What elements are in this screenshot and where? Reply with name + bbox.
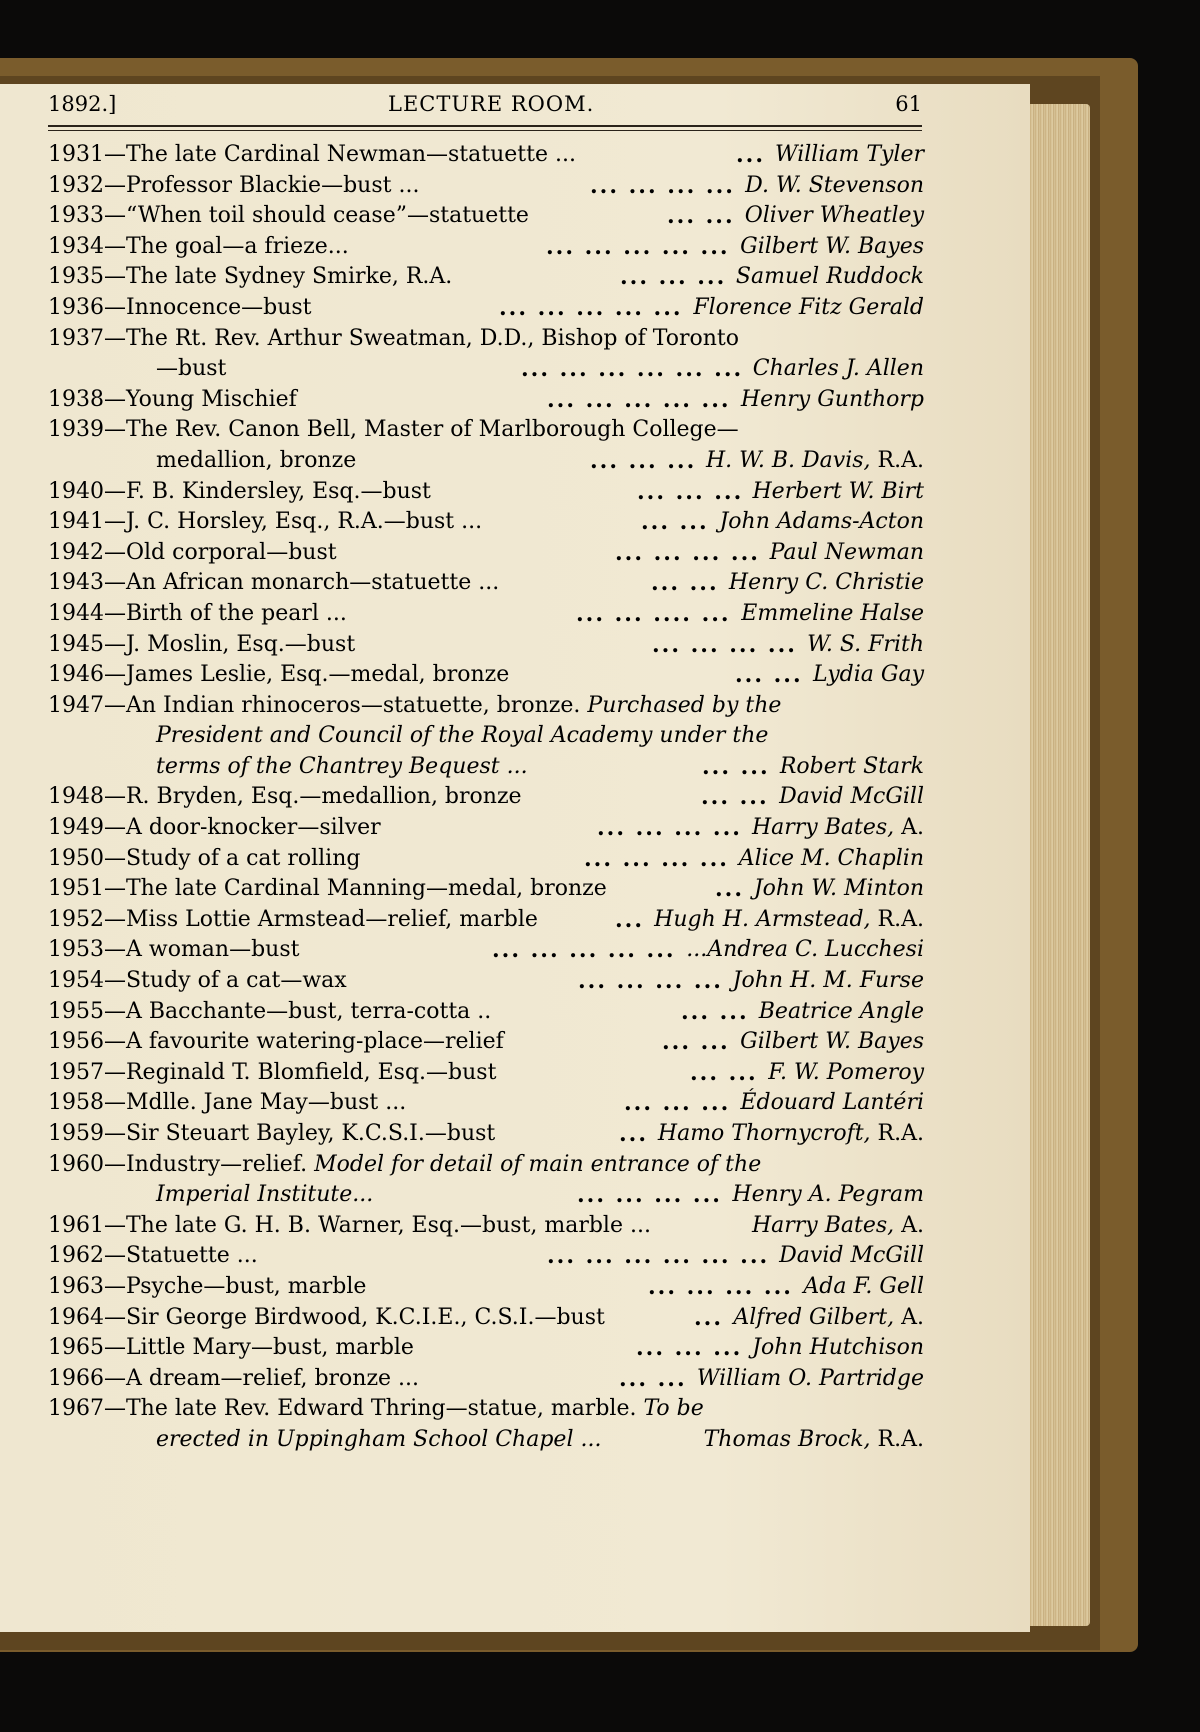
- catalogue-entry: [48, 1027, 924, 1058]
- leader-dots: ... ...: [690, 1059, 758, 1086]
- leader-dots: ...: [694, 1304, 723, 1331]
- entry-description: 1953—A woman—bust: [48, 937, 300, 963]
- leader-dots: ... ...: [735, 662, 803, 689]
- leader-dots: ... ...: [681, 998, 749, 1025]
- leader-dots: ... ...: [702, 753, 770, 780]
- catalogue-entry: [48, 752, 924, 783]
- catalogue-entry: [48, 630, 924, 661]
- entry-artist: Paul Newman: [769, 539, 924, 565]
- entry-artist: Édouard Lantéri: [740, 1090, 924, 1116]
- leader-dots: ...: [615, 906, 644, 933]
- entry-description: 1963—Psyche—bust, marble: [48, 1273, 367, 1299]
- entry-description: 1965—Little Mary—bust, marble: [48, 1335, 414, 1361]
- catalogue-entry: [48, 507, 924, 538]
- entry-note: erected in Uppingham School Chapel ...: [156, 1426, 602, 1452]
- entry-artist: John W. Minton: [753, 876, 924, 902]
- entry-description: 1961—The late G. H. B. Warner, Esq.—bust, marble ...: [48, 1212, 651, 1238]
- leader-dots: ... ... ... ... ... ...: [547, 1243, 770, 1270]
- entry-description: 1950—Study of a cat rolling: [48, 845, 361, 871]
- entry-description: 1956—A favourite watering-place—relief: [48, 1029, 504, 1055]
- entry-description: 1951—The late Cardinal Manning—medal, bronze: [48, 876, 607, 902]
- entry-description: 1939—The Rev. Canon Bell, Master of Marlborough College—: [48, 417, 739, 443]
- entry-description: 1959—Sir Steuart Bayley, K.C.S.I.—bust: [48, 1121, 496, 1146]
- leader-dots: ... ... ... ... ...: [499, 294, 683, 321]
- catalogue-entry: [48, 599, 924, 630]
- leader-dots: ... ... ...: [637, 478, 744, 505]
- entry-description: 1936—Innocence—bust: [48, 294, 312, 320]
- entry-description: 1940—F. B. Kindersley, Esq.—bust: [48, 478, 431, 504]
- entry-description: 1947—An Indian rhinoceros—statuette, bronze. Purchased by the: [48, 692, 782, 718]
- artist-title: R.A.: [870, 447, 924, 473]
- entry-artist: John Hutchison: [752, 1335, 924, 1361]
- entry-description: 1943—An African monarch—statuette ...: [48, 570, 500, 596]
- leader-dots: ... ... ... ... ...: [546, 233, 730, 260]
- entry-note: President and Council of the Royal Academy under the: [156, 723, 769, 749]
- header-title: LECTURE ROOM.: [388, 92, 595, 116]
- catalogue-entry: [48, 691, 924, 722]
- entry-description: 1962—Statuette ...: [48, 1243, 258, 1269]
- entry-note: To be: [636, 1396, 704, 1422]
- entry-artist: Hamo Thornycroft, R.A.: [657, 1121, 924, 1146]
- entry-note: terms of the Chantrey Bequest ...: [156, 753, 528, 779]
- catalogue-entry: [48, 874, 924, 905]
- catalogue-entry: [48, 1119, 924, 1150]
- artist-title: R.A.: [870, 906, 924, 932]
- catalogue-entry: [48, 446, 924, 477]
- leader-dots: ... ...: [641, 509, 709, 536]
- catalogue-entry: [48, 477, 924, 508]
- artist-title: A.: [894, 1304, 924, 1330]
- catalogue-entry: [48, 660, 924, 691]
- catalogue-entry: [48, 1150, 924, 1181]
- entry-artist: William Tyler: [774, 142, 924, 167]
- leader-dots: ... ... ... ...: [577, 1182, 722, 1209]
- entry-description: 1934—The goal—a frieze...: [48, 233, 349, 259]
- catalogue-entry: [48, 415, 924, 446]
- entry-description: —bust: [156, 356, 227, 382]
- catalogue-entry: [48, 385, 924, 416]
- leader-dots: ... ... ... ...: [578, 968, 723, 995]
- entry-artist: Beatrice Angle: [758, 998, 924, 1024]
- catalogue-entry: [48, 721, 924, 752]
- entry-description: 1967—The late Rev. Edward Thring—statue, marble. To be: [48, 1396, 704, 1422]
- leader-dots: ... ... ... ... ...: [547, 386, 731, 413]
- entry-artist: Alice M. Chaplin: [738, 845, 924, 871]
- leader-dots: ...: [736, 142, 765, 168]
- header-year: 1892.]: [48, 92, 117, 116]
- page-edges: [1024, 104, 1090, 1626]
- leader-dots: ... ... ... ... ... ...: [521, 356, 744, 383]
- entry-artist: Harry Bates, A.: [751, 1212, 924, 1238]
- catalogue-entry: [48, 538, 924, 569]
- catalogue-entry: [48, 1088, 924, 1119]
- entry-artist: D. W. Stevenson: [745, 172, 924, 198]
- leader-dots: ... ... ... ...: [648, 1273, 793, 1300]
- catalogue-entry: [48, 1180, 924, 1211]
- entry-description: 1958—Mdlle. Jane May—bust ...: [48, 1090, 407, 1116]
- entry-artist: John Adams-Acton: [719, 509, 924, 535]
- leader-dots: ... ... ...: [590, 447, 697, 474]
- catalogue-entry: [48, 997, 924, 1028]
- catalogue-entry: [48, 1333, 924, 1364]
- entry-description: 1937—The Rt. Rev. Arthur Sweatman, D.D., Bishop of Toronto: [48, 325, 740, 351]
- entry-artist: Gilbert W. Bayes: [740, 233, 924, 259]
- leader-dots: ... ... ... ...: [597, 815, 742, 842]
- leader-dots: ... ... ... ...: [584, 845, 729, 872]
- catalogue-entry: [48, 844, 924, 875]
- entry-description: [156, 721, 768, 752]
- leader-dots: ... ... ... ... ...: [492, 937, 676, 964]
- catalogue-entry: [48, 905, 924, 936]
- entry-artist: Florence Fitz Gerald: [693, 294, 924, 320]
- entry-artist: Charles J. Allen: [752, 356, 924, 382]
- leader-dots: ... ... .... ...: [576, 600, 731, 627]
- entry-artist: H. W. B. Davis, R.A.: [705, 447, 924, 473]
- entry-artist: Oliver Wheatley: [744, 203, 924, 229]
- entry-description: 1942—Old corporal—bust: [48, 539, 337, 565]
- artist-title: R.A.: [870, 1121, 924, 1146]
- running-header: [48, 92, 922, 128]
- entry-artist: Henry Gunthorp: [740, 386, 924, 412]
- catalogue-entry: [48, 1058, 924, 1089]
- catalogue-entry: [48, 1211, 924, 1242]
- catalogue-entry: [48, 232, 924, 263]
- catalogue-entries: [48, 140, 924, 1456]
- entry-description: 1935—The late Sydney Smirke, R.A.: [48, 264, 453, 290]
- artist-title: R.A.: [870, 1426, 924, 1452]
- entry-description: 1960—Industry—relief. Model for detail of main entrance of the: [48, 1151, 762, 1177]
- entry-artist: John H. M. Furse: [732, 968, 924, 994]
- entry-description: 1966—A dream—relief, bronze ...: [48, 1365, 420, 1391]
- entry-description: 1955—A Bacchante—bust, terra-cotta ..: [48, 998, 492, 1024]
- catalogue-entry: [48, 1303, 924, 1334]
- catalogue-entry: [48, 201, 924, 232]
- entry-description: 1952—Miss Lottie Armstead—relief, marble: [48, 906, 538, 932]
- entry-description: 1948—R. Bryden, Esq.—medallion, bronze: [48, 784, 522, 810]
- catalogue-entry: [48, 1241, 924, 1272]
- entry-artist: Harry Bates, A.: [751, 815, 924, 841]
- entry-description: [156, 1425, 601, 1456]
- leader-dots: ... ...: [619, 1365, 687, 1392]
- entry-artist: Henry C. Christie: [728, 570, 924, 596]
- artist-title: A.: [894, 1212, 924, 1238]
- catalogue-entry: [48, 568, 924, 599]
- leader-dots: ...: [715, 876, 744, 903]
- catalogue-entry: [48, 171, 924, 202]
- page-number: 61: [895, 92, 922, 116]
- leader-dots: ... ...: [701, 784, 769, 811]
- entry-description: 1945—J. Moslin, Esq.—bust: [48, 631, 356, 657]
- catalogue-entry: [48, 293, 924, 324]
- entry-artist: Emmeline Halse: [741, 600, 924, 626]
- entry-description: 1944—Birth of the pearl ...: [48, 600, 347, 626]
- entry-description: 1964—Sir George Birdwood, K.C.I.E., C.S.I.—bust: [48, 1304, 605, 1330]
- catalogue-entry: [48, 1364, 924, 1395]
- leader-dots: ... ... ... ...: [590, 172, 735, 199]
- entry-artist: David McGill: [779, 1243, 924, 1269]
- entry-artist: William O. Partridge: [696, 1365, 924, 1391]
- entry-artist: Ada F. Gell: [803, 1273, 924, 1299]
- entry-description: 1938—Young Mischief: [48, 386, 297, 412]
- catalogue-entry: [48, 1272, 924, 1303]
- leader-dots: ... ... ... ...: [615, 539, 760, 566]
- header-rule-thin: [48, 130, 922, 131]
- entry-description: 1931—The late Cardinal Newman—statuette ...: [48, 142, 576, 167]
- entry-description: [156, 752, 528, 783]
- leader-dots: ... ...: [667, 203, 735, 230]
- leader-dots: ... ...: [662, 1029, 730, 1056]
- entry-description: 1946—James Leslie, Esq.—medal, bronze: [48, 662, 510, 688]
- entry-note: Purchased by the: [580, 692, 782, 718]
- entry-artist: Henry A. Pegram: [732, 1182, 924, 1208]
- entry-artist: Samuel Ruddock: [735, 264, 924, 290]
- entry-artist: Robert Stark: [779, 753, 924, 779]
- catalogue-entry: [48, 262, 924, 293]
- catalogue-entry: [48, 324, 924, 355]
- entry-artist: Herbert W. Birt: [752, 478, 924, 504]
- entry-description: 1932—Professor Blackie—bust ...: [48, 172, 420, 198]
- catalogue-entry: [48, 813, 924, 844]
- entry-artist: Gilbert W. Bayes: [740, 1029, 924, 1055]
- entry-artist: Hugh H. Armstead, R.A.: [654, 906, 924, 932]
- leader-dots: ... ... ... ...: [652, 631, 797, 658]
- entry-artist: F. W. Pomeroy: [768, 1059, 924, 1085]
- entry-artist: Lydia Gay: [813, 662, 924, 688]
- catalogue-entry: [48, 935, 924, 966]
- entry-artist: W. S. Frith: [807, 631, 924, 657]
- catalogue-entry: [48, 1425, 924, 1456]
- entry-artist: ...Andrea C. Lucchesi: [686, 937, 924, 963]
- entry-description: 1949—A door-knocker—silver: [48, 815, 381, 841]
- leader-dots: ... ... ...: [636, 1335, 743, 1362]
- leader-dots: ... ... ...: [620, 264, 727, 291]
- entry-artist: Alfred Gilbert, A.: [733, 1304, 924, 1330]
- leader-dots: ...: [619, 1121, 648, 1147]
- entry-artist: David McGill: [779, 784, 924, 810]
- entry-note: Imperial Institute...: [156, 1182, 374, 1208]
- entry-description: 1954—Study of a cat—wax: [48, 968, 347, 994]
- entry-artist: Thomas Brock, R.A.: [703, 1426, 924, 1452]
- catalogue-entry: [48, 140, 924, 171]
- entry-description: 1933—“When toil should cease”—statuette: [48, 203, 529, 229]
- catalogue-entry: [48, 966, 924, 997]
- entry-description: medallion, bronze: [156, 447, 357, 473]
- artist-title: A.: [894, 815, 924, 841]
- leader-dots: ... ...: [651, 570, 719, 597]
- entry-note: Model for detail of main entrance of the: [307, 1151, 762, 1177]
- catalogue-entry: [48, 782, 924, 813]
- entry-description: 1957—Reginald T. Blomfield, Esq.—bust: [48, 1059, 497, 1085]
- catalogue-entry: [48, 354, 924, 385]
- leader-dots: ... ... ...: [624, 1090, 731, 1117]
- entry-description: 1941—J. C. Horsley, Esq., R.A.—bust ...: [48, 509, 483, 535]
- catalogue-entry: [48, 1394, 924, 1425]
- header-rule: [48, 125, 922, 127]
- entry-description: [156, 1180, 373, 1211]
